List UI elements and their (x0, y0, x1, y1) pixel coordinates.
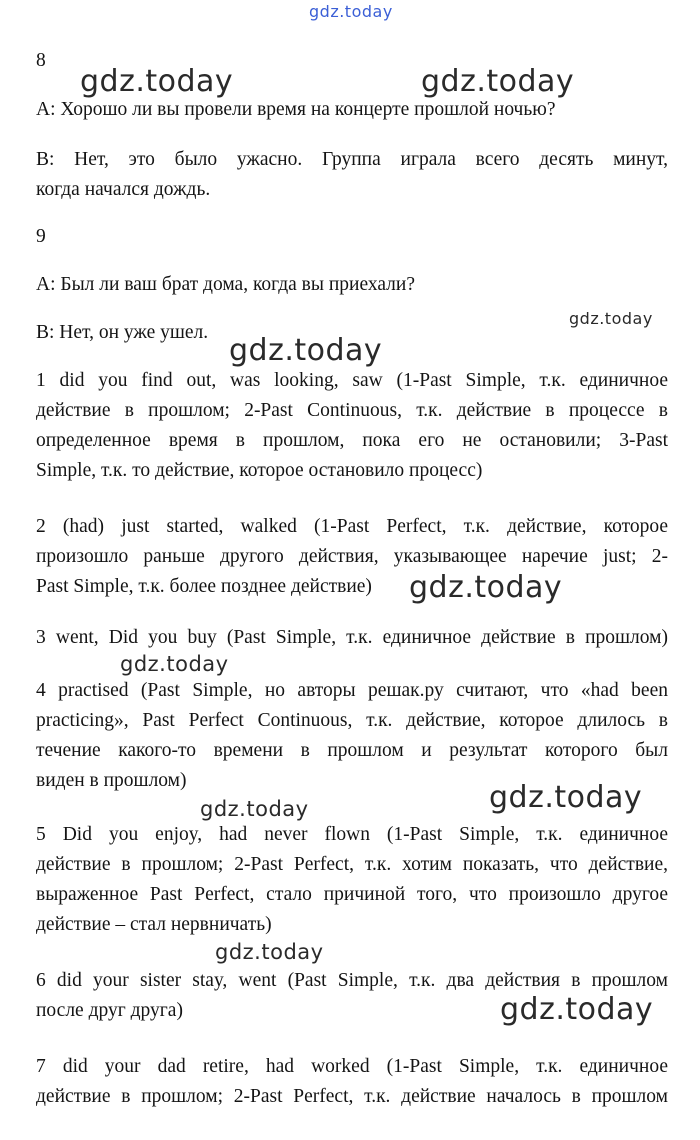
text-line: действие в прошлом; 2-Past Perfect, т.к. хотим показать, что действие, (36, 854, 668, 875)
text-line: виден в прошлом) (36, 770, 187, 791)
text-line: 3 went, Did you buy (Past Simple, т.к. единичное действие в прошлом) (36, 627, 668, 648)
answer-4 (36, 676, 668, 796)
text-line: после друг друга) (36, 1000, 183, 1021)
text-line: B: Нет, это было ужасно. Группа играла всего десять минут, (36, 149, 668, 170)
answer-7 (36, 1052, 668, 1112)
text-line: определенное время в прошлом, пока его не остановили; 3-Past (36, 430, 668, 451)
text-line: A: Хорошо ли вы провели время на концерте прошлой ночью? (36, 99, 556, 120)
text-line: выраженное Past Perfect, стало причиной того, что произошло другое (36, 884, 668, 905)
text-line: когда начался дождь. (36, 179, 211, 200)
text-line: течение какого-то времени в прошлом и результат которого был (36, 740, 668, 761)
watermark: gdz.today (489, 780, 643, 815)
text-line: 8 (36, 50, 46, 71)
watermark: gdz.today (421, 64, 575, 99)
paragraph-number-9 (36, 222, 668, 252)
text-line: произошло раньше другого действия, указывающее наречие just; 2- (36, 546, 668, 567)
answer-5 (36, 820, 668, 940)
text-line: 9 (36, 226, 46, 247)
text-line: 4 practised (Past Simple, но авторы решак.ру считают, что «had been (36, 680, 668, 701)
watermark: gdz.today (215, 940, 324, 964)
text-line: 2 (had) just started, walked (1-Past Perfect, т.к. действие, которое (36, 516, 668, 537)
text-line: 7 did your dad retire, had worked (1-Past Simple, т.к. единичное (36, 1056, 668, 1077)
text-line: Past Simple, т.к. более позднее действие) (36, 576, 372, 597)
text-line: 6 did your sister stay, went (Past Simple, т.к. два действия в прошлом (36, 970, 668, 991)
text-line: Simple, т.к. то действие, которое остановило процесс) (36, 460, 483, 481)
answer-3 (36, 623, 668, 653)
answer-2 (36, 512, 668, 602)
text-line: A: Был ли ваш брат дома, когда вы приехали? (36, 274, 416, 295)
watermark: gdz.today (409, 570, 563, 605)
text-line: действие в прошлом; 2-Past Continuous, т.к. действие в процессе в (36, 400, 668, 421)
watermark: gdz.today (309, 2, 393, 21)
text-line: действие – стал нервничать) (36, 914, 272, 935)
watermark: gdz.today (500, 992, 654, 1027)
text-line: действие в прошлом; 2-Past Perfect, т.к. действие началось в прошлом (36, 1086, 668, 1107)
text-line: B: Нет, он уже ушел. (36, 322, 209, 343)
watermark: gdz.today (229, 333, 383, 368)
watermark: gdz.today (80, 64, 234, 99)
text-line: 5 Did you enjoy, had never flown (1-Past Simple, т.к. единичное (36, 824, 668, 845)
dialogue-a-concert (36, 95, 668, 125)
dialogue-b-concert (36, 145, 668, 205)
text-line: 1 did you find out, was looking, saw (1-Past Simple, т.к. единичное (36, 370, 668, 391)
dialogue-a-brother (36, 270, 668, 300)
answer-1 (36, 366, 668, 486)
text-line: practicing», Past Perfect Continuous, т.к. действие, которое длилось в (36, 710, 668, 731)
watermark: gdz.today (200, 797, 309, 821)
watermark: gdz.today (120, 652, 229, 676)
watermark: gdz.today (569, 309, 653, 328)
